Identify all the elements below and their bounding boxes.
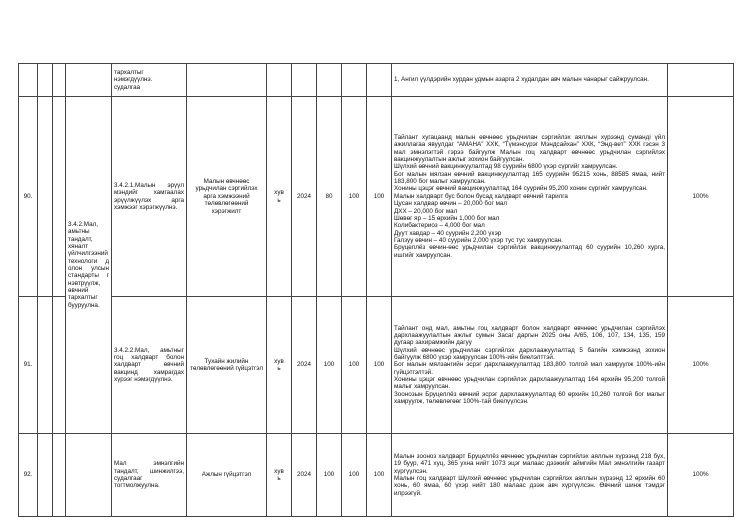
row-number-cell: 91.: [19, 297, 38, 434]
percent-cell: 100%: [668, 97, 734, 297]
empty-cell: [53, 434, 66, 517]
table-row: [19, 64, 734, 97]
result-cell: Тайлант хугацаанд малын өвчнөөс урьдчилан сэргийлэх аяллын хүрээнд сумандi үйл ажиллагаа явуулдаг “АМАНА” ХХК, “Түмэнсүрэг Мэндсайхан” ХХК, “Энд-вет” ХХК гэсэн 3 мал эмнэлэгтэй гэрээ байгуулж Малын гоц халдварт өвчнөөс урьдчилан сэргийлэх вакцинжуулалтын ажлыг зохион байгуулсан. Шүлхий өвчний вакцинжуулалтад 98 суурийн 6800 үхэр сүргийг хамруулсан. Бог малын мялзан өвчний вакцинжуулалтад 165 суурийн 95215 хонь, 88585 ямаа, нийт 183,800 бог малыг хамруулсан. Хонины цэцэг өвчний вакцинжуулалтад 164 суурийн 95,200 хонин сүргийг хамруулсан. Малын халдварт бус болон бусад халдварт өвчний тарилга Цусан халдвар өвчин – 20,000 бог мал ДХХ – 20,000 бог мал Шөвөг яр – 15 өрхийн 1,000 бог мал Колибактериоз – 4,000 бог мал Дуут хавдар – 40 суурийн 2,200 үхэр Галзуу өвчин – 40 суурийн 2,000 үхэр тус тус хамруулсан. Бруцеллёз өвчин-өөс урьдчилан сэргийлэх вакцинжуулалтад 60 суурийн 10,260 хурга, ишгийг хамруулсан.: [392, 97, 668, 297]
activity-cell: 3.4.2.2.Мал, амьтныг гоц халдварт болон халдварт өвчний вакцинд хамрагдах хүрээг нэмэгдүүлнэ.: [112, 297, 187, 434]
table-row: [19, 297, 734, 434]
base-cell: [317, 64, 342, 97]
indicator-cell: Тухайн жилийн төлөвлөгөөний гүйцэтгэл: [187, 297, 267, 434]
unit-cell: хув ь: [267, 434, 292, 517]
percent-cell: 100%: [668, 297, 734, 434]
row-number-cell: 92.: [19, 434, 38, 517]
target-cell: 100: [342, 97, 367, 297]
target-cell: 100: [342, 434, 367, 517]
activity-cell: 3.4.2.1.Малын эрүүл мэндийг хамгаалах эрүүлжүүлэх арга хэмжээг хэрэгжүүлнэ.: [112, 97, 187, 297]
row-number-cell: [19, 64, 38, 97]
empty-cell: [38, 297, 53, 434]
activity-cell: Мал эмнэлгийн тандалт, шинжилгээ, судалгааг тогтмолжуулна.: [112, 434, 187, 517]
unit-cell: хув ь: [267, 297, 292, 434]
table-row: [19, 97, 734, 297]
actual-cell: 100: [367, 297, 392, 434]
empty-cell: [53, 297, 66, 434]
year-cell: 2024: [292, 97, 317, 297]
report-table: [18, 63, 734, 517]
empty-cell: [53, 97, 66, 297]
result-cell: Малын зооноз халдварт Бруцеллёз өвчнөөс урьдчилан сэргийлэх аяллын хүрээнд 218 бух, 19 буур, 471 хуц, 365 ухна нийт 1073 эцэг малаас дээжийг аймгийн Мал эмнэлгийн газарт хүргүүлсэн. Малын гоц халдварт Шүлхий өвчнөөс урьдчилан сэргийлэх аяллын хүрээнд 12 өрхийн 60 хонь, 60 ямаа, 60 үхэр нийт 180 малаас дээж авч хүргүүлсэн. Өвчний шинж тэмдэг илрээгүй.: [392, 434, 668, 517]
indicator-cell: Малын өвчнөөс урьдчилан сэргийлэх арга хэмжээний төлөвлөгөөний хэрэгжилт: [187, 97, 267, 297]
table-row: [19, 434, 734, 517]
year-cell: 2024: [292, 297, 317, 434]
unit-cell: хув ь: [267, 97, 292, 297]
unit-cell: [267, 64, 292, 97]
target-cell: [342, 64, 367, 97]
percent-cell: [668, 64, 734, 97]
empty-cell: [66, 64, 112, 97]
empty-cell: [38, 64, 53, 97]
indicator-cell: Ажлын гүйцэтгэл: [187, 434, 267, 517]
actual-cell: 100: [367, 434, 392, 517]
merged-activity-cell: 3.4.2.Мал, амьтны тандалт, хяналт үйлчилгээний технологи д олон улсын стандарты г нэвтрүүлж, өвчний тархалтыг бууруулна.: [66, 97, 112, 434]
result-cell: Тайлант онд мал, амьтны гоц халдварт болон халдварт өвчнөөс урьдчилан сэргийлэх дархлаажуулалтын ажлыг сумын Засаг даргын 2025 оны А/65, 106, 107, 134, 135, 159 дугаар захирамжийн дагуу Шүлхий өвчнөөс урьдчилан сэргийлэх дархлаажуулалтад 5 багийн хэмжээнд зохион байгуулж 6800 үхэр хамруулсан 100%-ийн биелэлттэй. Бог малын мялзангийн эсрэг дархлаажуулалтад 183,800 толгой мал хамруулж 100%-ийн гүйцэтгэлтэй. Хонины цэцэг өвчнөөс урьдчилан сэргийлэх дархлаажуулалтад 164 өрхийн 95,200 толгой малыг хамруулсан. Зоонозын Бруцеллёз өвчний эсрэг дархлаажуулалтад 60 өрхийн 10,260 толгой бог малыг хамруулж, төлөвлөгөөг 100%-тай биелүүлсэн.: [392, 297, 668, 434]
activity-cell: тархалтыг нэмэгдүүлнэ. судалгаа: [112, 64, 187, 97]
empty-cell: [53, 64, 66, 97]
result-cell: 1, Ангил үүлдэрийн хурдан удмын азарга 2 худалдан авч малын чанарыг сайжруулсан.: [392, 64, 668, 97]
year-cell: [292, 64, 317, 97]
row-number-cell: 90.: [19, 97, 38, 297]
target-cell: 100: [342, 297, 367, 434]
actual-cell: 100: [367, 97, 392, 297]
empty-cell: [66, 434, 112, 517]
actual-cell: [367, 64, 392, 97]
base-cell: 80: [317, 97, 342, 297]
indicator-cell: [187, 64, 267, 97]
base-cell: 100: [317, 297, 342, 434]
percent-cell: 100%: [668, 434, 734, 517]
base-cell: 100: [317, 434, 342, 517]
year-cell: 2024: [292, 434, 317, 517]
empty-cell: [38, 97, 53, 297]
empty-cell: [38, 434, 53, 517]
